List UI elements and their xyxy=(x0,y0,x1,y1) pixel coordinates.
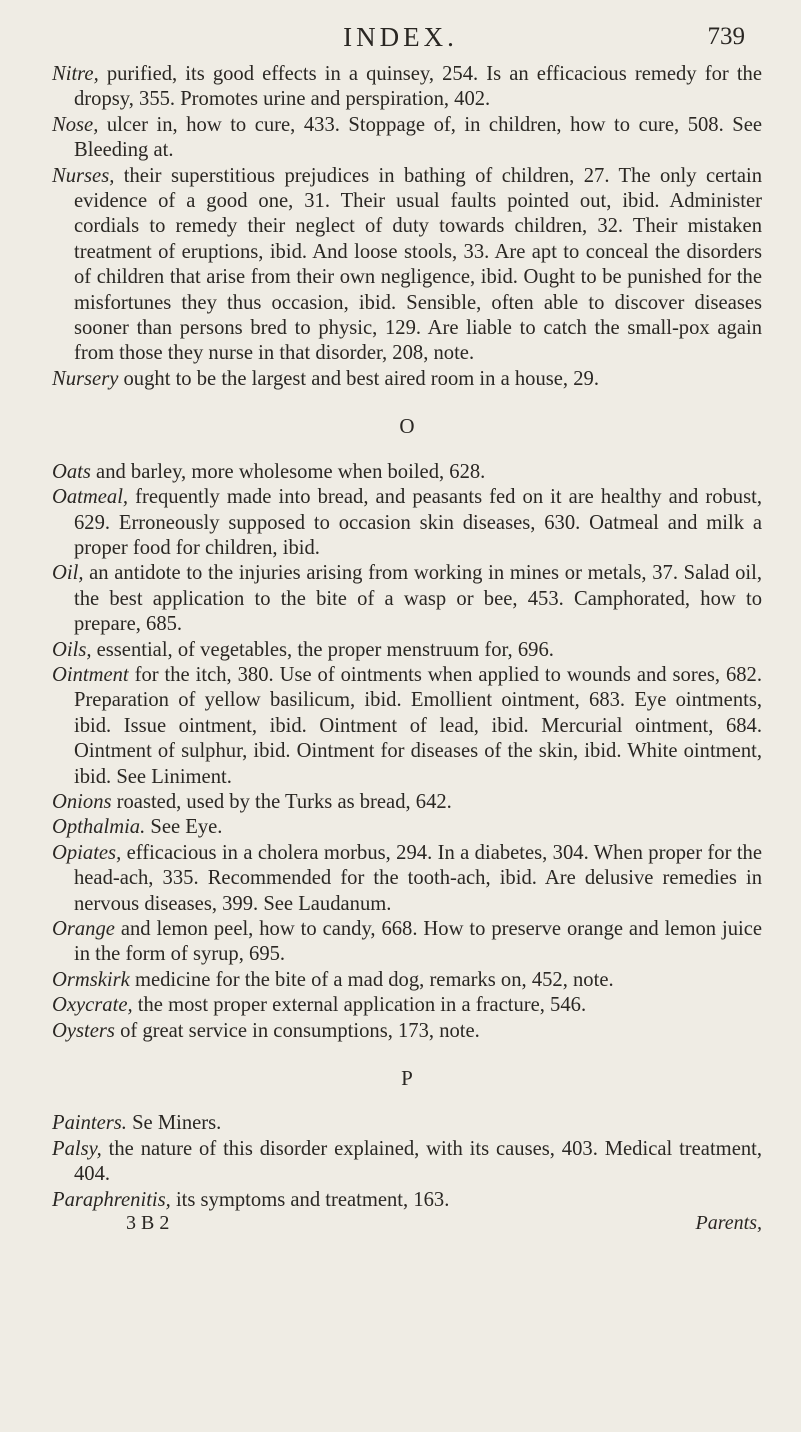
index-entry xyxy=(52,841,762,917)
page-header xyxy=(0,22,801,62)
entry-heading: Nursery xyxy=(52,367,119,390)
entry-text: and lemon peel, how to candy, 668. How to preserve orange and lemon juice in the form of syrup, 695. xyxy=(74,918,762,966)
index-entry xyxy=(52,367,762,392)
index-entry xyxy=(52,1111,762,1136)
entry-text: purified, its good effects in a quinsey, 254. Is an efficacious remedy for the dropsy, 355. Promotes urine and perspiration, 402. xyxy=(74,63,762,111)
index-entry xyxy=(52,968,762,993)
entry-text: the most proper external application in a fracture, 546. xyxy=(132,994,587,1017)
index-entry xyxy=(52,164,762,367)
index-entry xyxy=(52,917,762,968)
entry-heading: Oils, xyxy=(52,638,92,661)
entry-heading: Orange xyxy=(52,918,115,940)
entry-heading: Oatmeal, xyxy=(52,486,129,509)
catchword: Parents, xyxy=(695,1212,762,1235)
entry-text: efficacious in a cholera morbus, 294. In a diabetes, 304. When proper for the head-ach, 335. Recommended for the tooth-ach, ibid. Are delusive remedies in nervous diseases, 399. See Laudanum. xyxy=(74,841,762,915)
entry-text: medicine for the bite of a mad dog, remarks on, 452, note. xyxy=(129,968,614,991)
index-entry xyxy=(52,815,762,840)
entry-text: and barley, more wholesome when boiled, 628. xyxy=(90,460,486,483)
page-number: 739 xyxy=(707,23,745,50)
entry-heading: Opiates, xyxy=(52,841,122,864)
entry-text: Se Miners. xyxy=(126,1112,222,1135)
entry-text: essential, of vegetables, the proper menstruum for, 696. xyxy=(91,638,554,661)
entry-heading: Ointment xyxy=(52,663,129,686)
entry-heading: Paraphrenitis, xyxy=(52,1188,171,1211)
entry-heading: Nitre, xyxy=(52,63,99,85)
running-title: INDEX. xyxy=(343,22,458,52)
entry-text: ought to be the largest and best aired room in a house, 29. xyxy=(118,367,599,390)
entry-heading: Nurses, xyxy=(52,164,115,187)
entry-text: the nature of this disorder explained, with its causes, 403. Medical treatment, 404. xyxy=(74,1137,762,1186)
index-entry xyxy=(52,113,762,164)
entry-text: for the itch, 380. Use of ointments when applied to wounds and sores, 682. Preparation of yellow basilicum, ibid. Emollient ointment, 683. Eye ointments, ibid. Issue ointment, ibid. Ointment of lead, ibid. Mercurial ointment, 684. Ointment of sulphur, ibid. Ointment for diseases of the skin, ibid. White ointment, ibid. See Liniment. xyxy=(74,663,762,788)
entry-heading: Nose, xyxy=(52,113,99,136)
index-entry xyxy=(52,790,762,815)
entry-heading: Oysters xyxy=(52,1019,115,1042)
entry-heading: Palsy, xyxy=(52,1137,102,1160)
entry-heading: Onions xyxy=(52,790,112,813)
index-entry xyxy=(52,1137,762,1188)
entry-heading: Oxycrate, xyxy=(52,994,133,1017)
index-entry xyxy=(52,62,762,113)
index-entry xyxy=(52,1019,762,1044)
section-letter-p: P xyxy=(401,1066,413,1091)
index-entry xyxy=(52,638,762,663)
entry-text: its symptoms and treatment, 163. xyxy=(170,1188,450,1211)
section-letter-o: O xyxy=(399,414,415,439)
entry-text: frequently made into bread, and peasants fed on it are healthy and robust, 629. Erroneously supposed to occasion skin diseases, 630. Oatmeal and milk a proper food for children, ibid. xyxy=(74,486,762,559)
index-entry xyxy=(52,1188,762,1213)
index-entry xyxy=(52,663,762,790)
index-entry xyxy=(52,460,762,485)
entry-heading: Opthalmia. xyxy=(52,816,146,839)
entry-heading: Ormskirk xyxy=(52,968,130,991)
entry-text: an antidote to the injuries arising from working in mines or metals, 37. Salad oil, the best application to the bite of a wasp or bee, 453. Camphorated, how to prepare, 685. xyxy=(74,562,762,636)
entry-text: their superstitious prejudices in bathing of children, 27. The only certain evidence of a good one, 31. Their usual faults pointed out, ibid. Administer cordials to remedy their neglect of duty towards children, 32. Their mistaken treatment of eruptions, ibid. And loose stools, 33. Are apt to conceal the disorders of children that arise from their own negligence, ibid. Ought to be punished for the misfortunes they thus occasion, ibid. Sensible, often able to discover diseases sooner than persons bred to physic, 129. Are liable to catch the small-pox again from those they nurse in that disorder, 208, note. xyxy=(74,164,762,365)
index-content xyxy=(52,62,762,1236)
entry-text: ulcer in, how to cure, 433. Stoppage of, in children, how to cure, 508. See Bleeding at. xyxy=(74,113,762,162)
entry-heading: Painters. xyxy=(52,1112,127,1135)
page-footer xyxy=(52,1211,762,1236)
entry-heading: Oats xyxy=(52,460,91,483)
entry-text: See Eye. xyxy=(145,816,223,839)
index-entry xyxy=(52,485,762,561)
signature-mark: 3 B 2 xyxy=(126,1212,170,1235)
entry-text: of great service in consumptions, 173, note. xyxy=(114,1019,480,1042)
entry-heading: Oil, xyxy=(52,562,84,585)
index-entry xyxy=(52,993,762,1018)
index-entry xyxy=(52,561,762,637)
entry-text: roasted, used by the Turks as bread, 642. xyxy=(111,790,452,813)
